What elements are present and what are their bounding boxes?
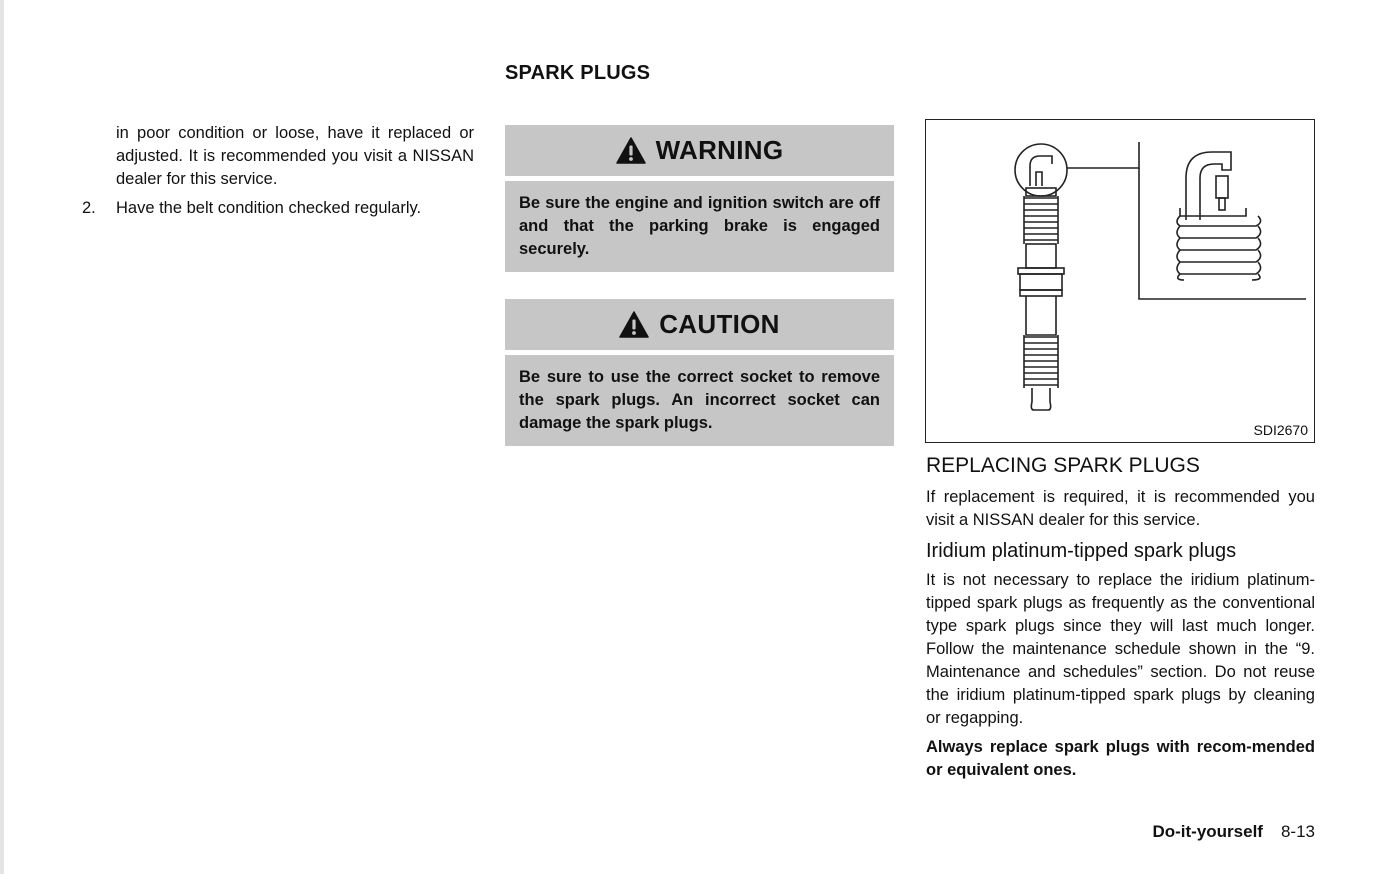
list-item [82, 197, 474, 220]
replacement-note: Always replace spark plugs with recom-mended or equivalent ones. [926, 738, 1315, 779]
warning-title: WARNING [655, 135, 784, 165]
warning-body: Be sure the engine and ignition switch are off and that the parking brake is engaged securely. [505, 181, 894, 272]
list-item-number: 2. [82, 199, 96, 217]
figure-code: SDI2670 [1253, 422, 1308, 438]
enlarged-tip-detail [1177, 152, 1261, 280]
replacing-heading: REPLACING SPARK PLUGS [926, 454, 1200, 477]
left-column [82, 122, 474, 220]
caution-title: CAUTION [659, 309, 780, 339]
warning-header [505, 125, 894, 176]
caution-header [505, 299, 894, 350]
plug-threads [1024, 196, 1058, 244]
spark-plug-drawing [926, 120, 1314, 442]
spark-plug-illustration [925, 119, 1315, 443]
warning-triangle-icon [616, 137, 646, 164]
iridium-paragraph: It is not necessary to replace the iridium platinum-tipped spark plugs as frequently as the conventional type spark plugs since they will last much longer. Follow the maintenance schedule shown in the “9. Maintenance and schedules” section. Do not reuse the iridium platinum-tipped spark plugs by cleaning or regapping. [926, 571, 1315, 727]
warning-triangle-icon [619, 311, 649, 338]
replacing-intro: If replacement is required, it is recommended you visit a NISSAN dealer for this service. [926, 488, 1315, 529]
iridium-subheading: Iridium platinum-tipped spark plugs [926, 540, 1237, 562]
right-column [926, 452, 1315, 788]
caution-body: Be sure to use the correct socket to remove the spark plugs. An incorrect socket can damage the spark plugs. [505, 355, 894, 446]
list-item-text: Have the belt condition checked regularly. [116, 199, 422, 217]
footer-section-name: Do-it-yourself [1152, 822, 1263, 841]
warning-box [505, 125, 894, 272]
section-title: SPARK PLUGS [505, 62, 651, 84]
page-edge [0, 0, 4, 874]
page-footer [1152, 822, 1315, 842]
continued-paragraph: in poor condition or loose, have it replaced or adjusted. It is recommended you visit a NISSAN dealer for this service. [116, 124, 474, 188]
caution-box [505, 299, 894, 446]
page-number: 8-13 [1280, 822, 1315, 841]
